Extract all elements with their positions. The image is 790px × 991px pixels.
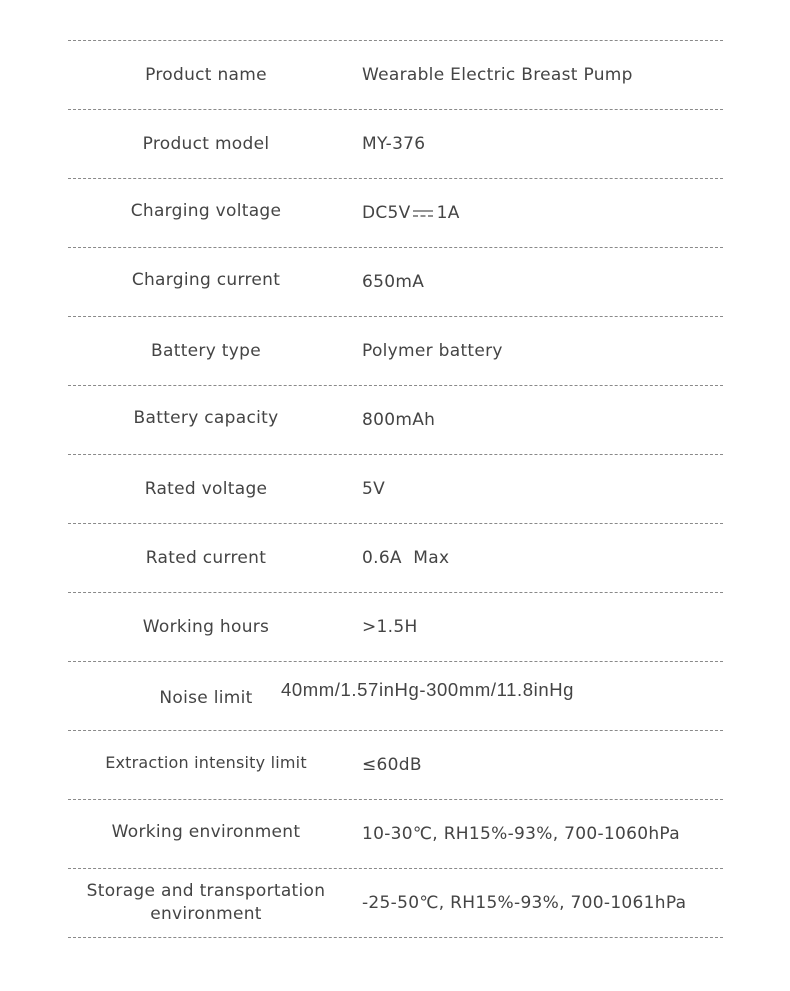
spec-row-charging-current [68, 248, 723, 316]
spec-label: Battery type [151, 341, 261, 361]
spec-label: Working hours [142, 617, 270, 637]
spec-value: Polymer battery [362, 341, 503, 361]
spec-label: Noise limit [159, 688, 253, 708]
spec-label [68, 880, 344, 926]
row-divider [68, 937, 723, 938]
spec-label: Rated voltage [144, 479, 268, 499]
spec-row-product-model [68, 110, 723, 178]
spec-value: 10-30℃, RH15%-93%, 700-1060hPa [362, 824, 680, 844]
spec-label: Product model [142, 134, 270, 154]
voltage-suffix: 1A [436, 203, 460, 223]
spec-value: 5V [362, 479, 386, 499]
spec-value: ≤60dB [362, 755, 422, 775]
spec-value [362, 202, 460, 224]
spec-row-charging-voltage [68, 179, 723, 247]
spec-value: 40mm/1.57inHg-300mm/11.8inHg [281, 679, 575, 700]
dc-current-icon [413, 209, 433, 218]
spec-label: Charging current [131, 270, 281, 290]
spec-row-working-hours [68, 593, 723, 661]
spec-value: MY-376 [362, 134, 426, 154]
spec-label: Working environment [111, 822, 301, 842]
spec-row-storage-environment [68, 869, 723, 937]
spec-row-rated-current [68, 524, 723, 592]
spec-label: Extraction intensity limit [105, 753, 307, 772]
spec-row-battery-capacity [68, 386, 723, 454]
spec-label: Charging voltage [130, 201, 282, 221]
spec-label: Battery capacity [133, 408, 279, 428]
spec-row-working-environment [68, 800, 723, 868]
spec-value: Wearable Electric Breast Pump [362, 65, 633, 85]
spec-row-battery-type [68, 317, 723, 385]
spec-value: -25-50℃, RH15%-93%, 700-1061hPa [362, 893, 687, 913]
spec-row-rated-voltage [68, 455, 723, 523]
spec-label-line: environment [150, 904, 262, 924]
spec-row-product-name [68, 41, 723, 109]
spec-row-noise-limit [68, 662, 723, 730]
spec-label-line: Storage and transportation [86, 881, 326, 901]
spec-value: 0.6A Max [362, 548, 450, 568]
spec-value: >1.5H [362, 617, 418, 637]
spec-table [68, 40, 723, 938]
spec-label: Product name [145, 65, 267, 85]
spec-value: 650mA [362, 272, 425, 292]
spec-label: Rated current [145, 548, 267, 568]
spec-value: 800mAh [362, 410, 436, 430]
spec-row-extraction-intensity-limit [68, 731, 723, 799]
voltage-prefix: DC5V [362, 203, 411, 223]
